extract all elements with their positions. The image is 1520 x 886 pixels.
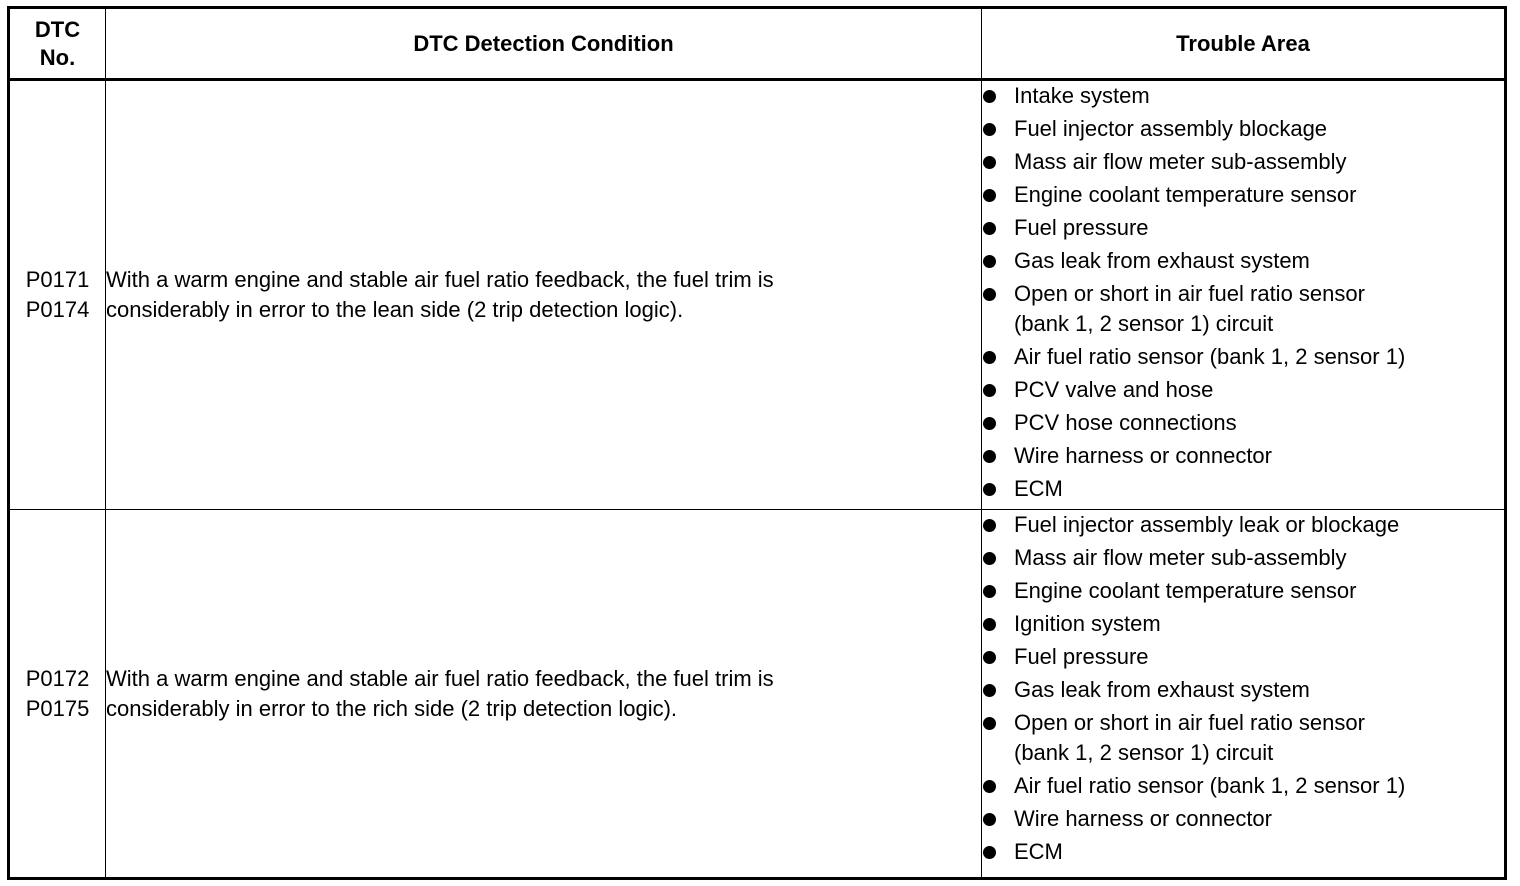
- trouble-area-text: Gas leak from exhaust system: [1014, 248, 1310, 273]
- trouble-area-text: Fuel injector assembly blockage: [1014, 116, 1328, 141]
- detection-condition-cell: [106, 80, 982, 510]
- trouble-area-text: Air fuel ratio sensor (bank 1, 2 sensor 1): [1014, 344, 1406, 369]
- bullet-icon: [983, 519, 996, 532]
- bullet-icon: [983, 684, 996, 697]
- trouble-area-text: Intake system: [1014, 83, 1150, 108]
- trouble-area-text: Wire harness or connector: [1014, 443, 1272, 468]
- bullet-icon: [983, 483, 996, 496]
- trouble-area-item: [982, 81, 1504, 111]
- bullet-icon: [983, 552, 996, 565]
- header-condition: DTC Detection Condition: [106, 8, 982, 80]
- trouble-area-text: Air fuel ratio sensor (bank 1, 2 sensor 1): [1014, 773, 1406, 798]
- bullet-icon: [983, 846, 996, 859]
- trouble-area-text: ECM: [1014, 476, 1063, 501]
- trouble-area-item: [982, 675, 1504, 705]
- dtc-code: P0174: [25, 297, 90, 322]
- trouble-area-text: Fuel pressure: [1014, 644, 1149, 669]
- trouble-area-item: [982, 474, 1504, 504]
- bullet-icon: [983, 717, 996, 730]
- trouble-area-item: [982, 375, 1504, 405]
- header-dtc-no: [9, 8, 106, 80]
- trouble-area-item: [982, 279, 1504, 339]
- trouble-area-text: Engine coolant temperature sensor: [1014, 578, 1357, 603]
- trouble-area-text: Open or short in air fuel ratio sensor: [1014, 710, 1365, 735]
- trouble-area-list: [982, 510, 1504, 867]
- bullet-icon: [983, 90, 996, 103]
- bullet-icon: [983, 384, 996, 397]
- trouble-area-text: (bank 1, 2 sensor 1) circuit: [1014, 740, 1274, 765]
- trouble-area-item: [982, 114, 1504, 144]
- trouble-area-text: Engine coolant temperature sensor: [1014, 182, 1357, 207]
- dtc-code-cell: [9, 80, 106, 510]
- trouble-area-item: [982, 510, 1504, 540]
- bullet-icon: [983, 288, 996, 301]
- bullet-icon: [983, 351, 996, 364]
- trouble-area-text: PCV hose connections: [1014, 410, 1237, 435]
- trouble-area-item: [982, 246, 1504, 276]
- header-dtc-no-line1: DTC: [34, 16, 81, 42]
- trouble-area-item: [982, 609, 1504, 639]
- trouble-area-text: Wire harness or connector: [1014, 806, 1272, 831]
- trouble-area-item: [982, 180, 1504, 210]
- trouble-area-item: [982, 804, 1504, 834]
- trouble-area-text: Mass air flow meter sub-assembly: [1014, 545, 1347, 570]
- trouble-area-text: Gas leak from exhaust system: [1014, 677, 1310, 702]
- bullet-icon: [983, 417, 996, 430]
- trouble-area-item: [982, 708, 1504, 768]
- detection-condition-cell: [106, 510, 982, 879]
- trouble-area-item: [982, 543, 1504, 573]
- bullet-icon: [983, 255, 996, 268]
- header-row: [9, 8, 1506, 80]
- table-row: [9, 80, 1506, 510]
- trouble-area-item: [982, 642, 1504, 672]
- bullet-icon: [983, 222, 996, 235]
- trouble-area-item: [982, 213, 1504, 243]
- bullet-icon: [983, 618, 996, 631]
- trouble-area-item: [982, 576, 1504, 606]
- dtc-table: [7, 6, 1507, 880]
- trouble-area-text: PCV valve and hose: [1014, 377, 1214, 402]
- bullet-icon: [983, 189, 996, 202]
- bullet-icon: [983, 156, 996, 169]
- trouble-area-item: [982, 771, 1504, 801]
- trouble-area-item: [982, 837, 1504, 867]
- dtc-code-cell: [9, 510, 106, 879]
- trouble-area-cell: [982, 80, 1506, 510]
- detection-condition-line: considerably in error to the lean side (2 trip detection logic).: [106, 297, 684, 322]
- trouble-area-item: [982, 441, 1504, 471]
- bullet-icon: [983, 585, 996, 598]
- table-row: [9, 510, 1506, 879]
- bullet-icon: [983, 450, 996, 463]
- detection-condition-line: considerably in error to the rich side (2 trip detection logic).: [106, 695, 678, 721]
- trouble-area-item: [982, 408, 1504, 438]
- bullet-icon: [983, 780, 996, 793]
- trouble-area-text: Fuel injector assembly leak or blockage: [1014, 512, 1400, 537]
- detection-condition-line: With a warm engine and stable air fuel ratio feedback, the fuel trim is: [106, 267, 774, 292]
- trouble-area-cell: [982, 510, 1506, 879]
- trouble-area-text: Open or short in air fuel ratio sensor: [1014, 281, 1365, 306]
- header-trouble-area: Trouble Area: [982, 8, 1506, 80]
- detection-condition-line: With a warm engine and stable air fuel ratio feedback, the fuel trim is: [106, 665, 774, 691]
- bullet-icon: [983, 651, 996, 664]
- trouble-area-text: Mass air flow meter sub-assembly: [1014, 149, 1347, 174]
- trouble-area-text: (bank 1, 2 sensor 1) circuit: [1014, 311, 1274, 336]
- bullet-icon: [983, 813, 996, 826]
- bullet-icon: [983, 123, 996, 136]
- trouble-area-item: [982, 147, 1504, 177]
- header-dtc-no-line2: No.: [39, 44, 76, 70]
- dtc-code: P0175: [25, 695, 90, 721]
- dtc-code: P0172: [25, 665, 90, 691]
- trouble-area-list: [982, 81, 1504, 504]
- trouble-area-item: [982, 342, 1504, 372]
- trouble-area-text: Fuel pressure: [1014, 215, 1149, 240]
- trouble-area-text: Ignition system: [1014, 611, 1161, 636]
- trouble-area-text: ECM: [1014, 839, 1063, 864]
- dtc-code: P0171: [25, 267, 90, 292]
